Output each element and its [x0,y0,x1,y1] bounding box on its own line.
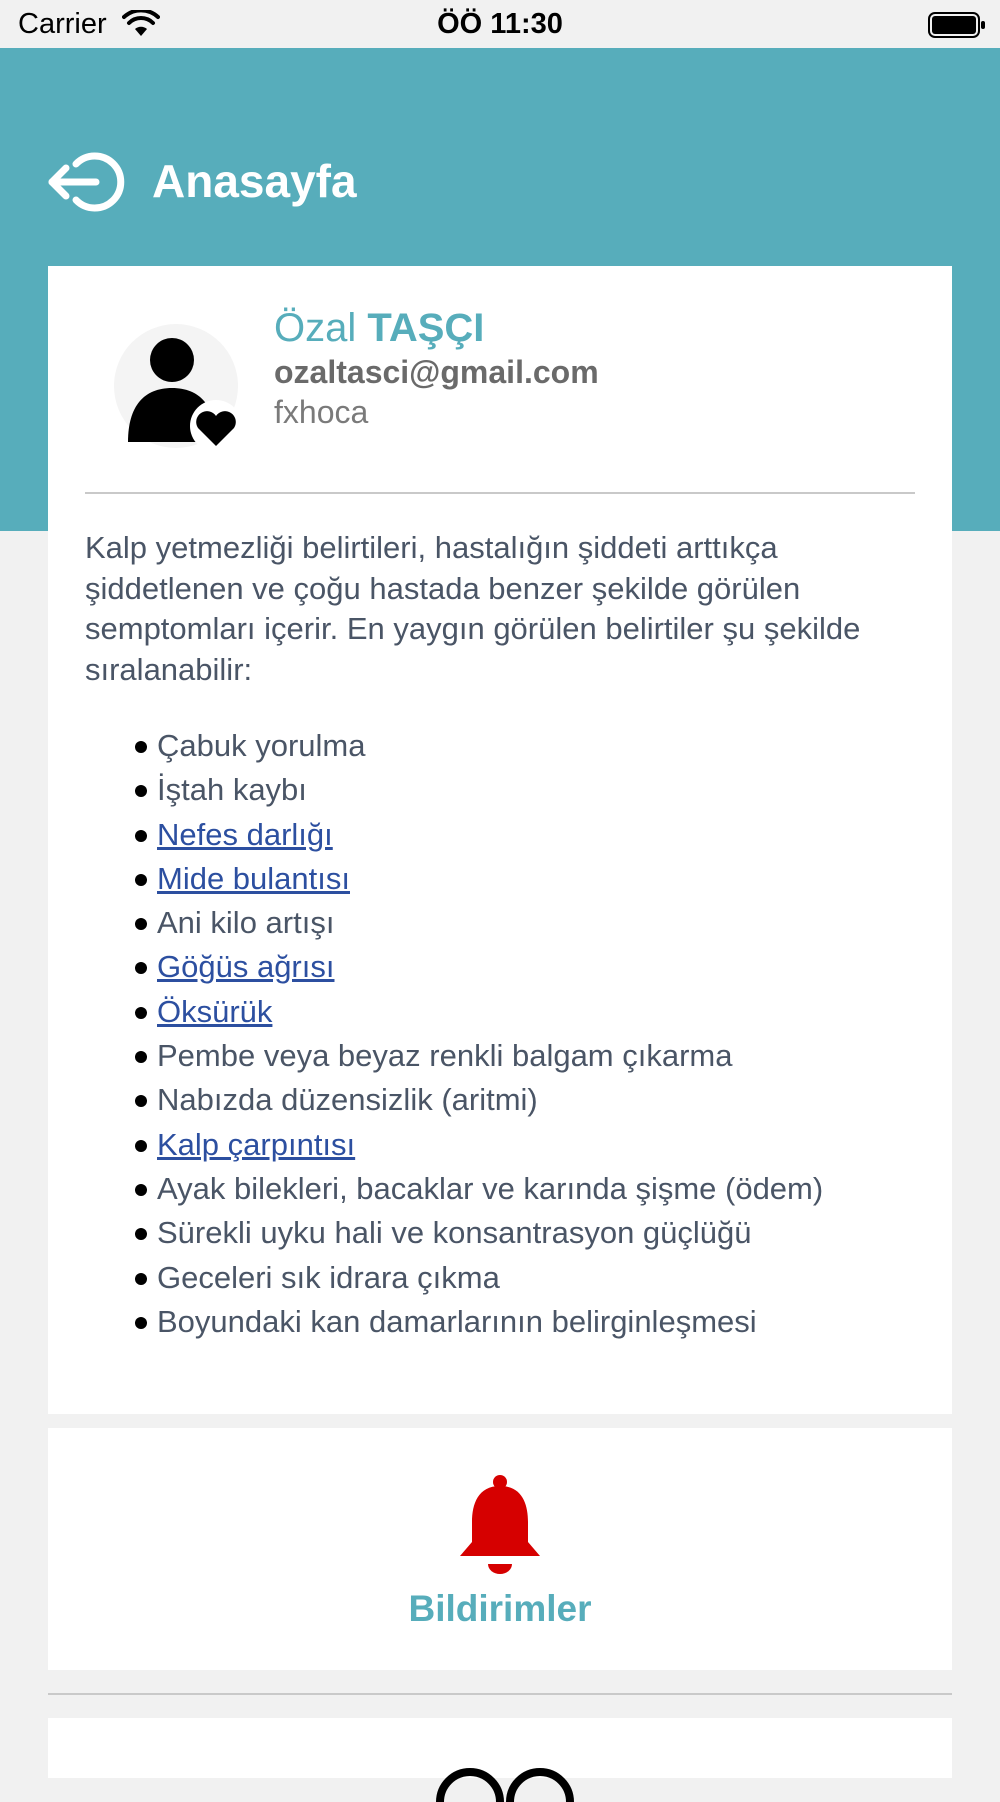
intro-paragraph: Kalp yetmezliği belirtileri, hastalığın şiddeti arttıkça şiddetlenen ve çoğu hastada benzer şekilde görülen semptomları içerir. En yaygın görülen belirtiler şu şekilde sıralanabilir: [85,530,861,687]
battery-icon [928,12,986,38]
symptom-item [135,1078,823,1122]
symptom-text: Geceleri sık idrara çıkma [157,1259,500,1295]
symptom-item [135,1211,823,1255]
carrier-label: Carrier [18,8,107,40]
symptom-item [135,901,823,945]
notifications-button[interactable] [48,1428,952,1670]
symptom-item[interactable] [135,945,823,989]
symptom-link[interactable]: Kalp çarpıntısı [157,1126,356,1162]
user-last-name: TAŞÇI [367,306,485,350]
page-title: Anasayfa [152,155,357,207]
symptom-text: Boyundaki kan damarlarının belirginleşmesi [157,1303,757,1339]
partial-icon [430,1762,580,1802]
symptom-item [135,1034,823,1078]
symptom-link[interactable]: Göğüs ağrısı [157,949,335,985]
symptom-link[interactable]: Öksürük [157,993,273,1029]
symptom-item [135,1300,823,1344]
symptom-item[interactable] [135,1123,823,1167]
symptom-item [135,768,823,812]
next-card[interactable] [48,1718,952,1778]
divider [85,492,915,494]
symptom-item [135,1167,823,1211]
symptom-item[interactable] [135,990,823,1034]
symptom-text: Sürekli uyku hali ve konsantrasyon güçlüğü [157,1215,752,1251]
section-divider [48,1693,952,1695]
symptom-item[interactable] [135,857,823,901]
symptom-link[interactable]: Nefes darlığı [157,816,333,852]
symptom-text: Ani kilo artışı [157,905,335,941]
status-time: ÖÖ 11:30 [437,8,563,40]
user-heart-icon [106,322,246,452]
symptom-text: Ayak bilekleri, bacaklar ve karında şişme (ödem) [157,1170,824,1206]
symptom-list [135,724,823,1344]
symptom-text: İştah kaybı [157,772,307,808]
symptom-link[interactable]: Mide bulantısı [157,860,350,896]
symptom-item [135,1256,823,1300]
profile-card [48,266,952,1414]
user-first-name: Özal [274,306,357,350]
bell-icon [450,1474,550,1578]
notifications-label: Bildirimler [408,1588,592,1629]
symptom-item[interactable] [135,813,823,857]
user-username: fxhoca [274,394,369,430]
user-email: ozaltasci@gmail.com [274,354,599,390]
symptom-text: Pembe veya beyaz renkli balgam çıkarma [157,1038,733,1074]
logout-back-icon[interactable] [46,150,128,214]
status-bar [0,0,1000,48]
symptom-item [135,724,823,768]
symptom-text: Nabızda düzensizlik (aritmi) [157,1082,538,1118]
user-full-name [274,306,484,351]
symptom-text: Çabuk yorulma [157,728,366,763]
